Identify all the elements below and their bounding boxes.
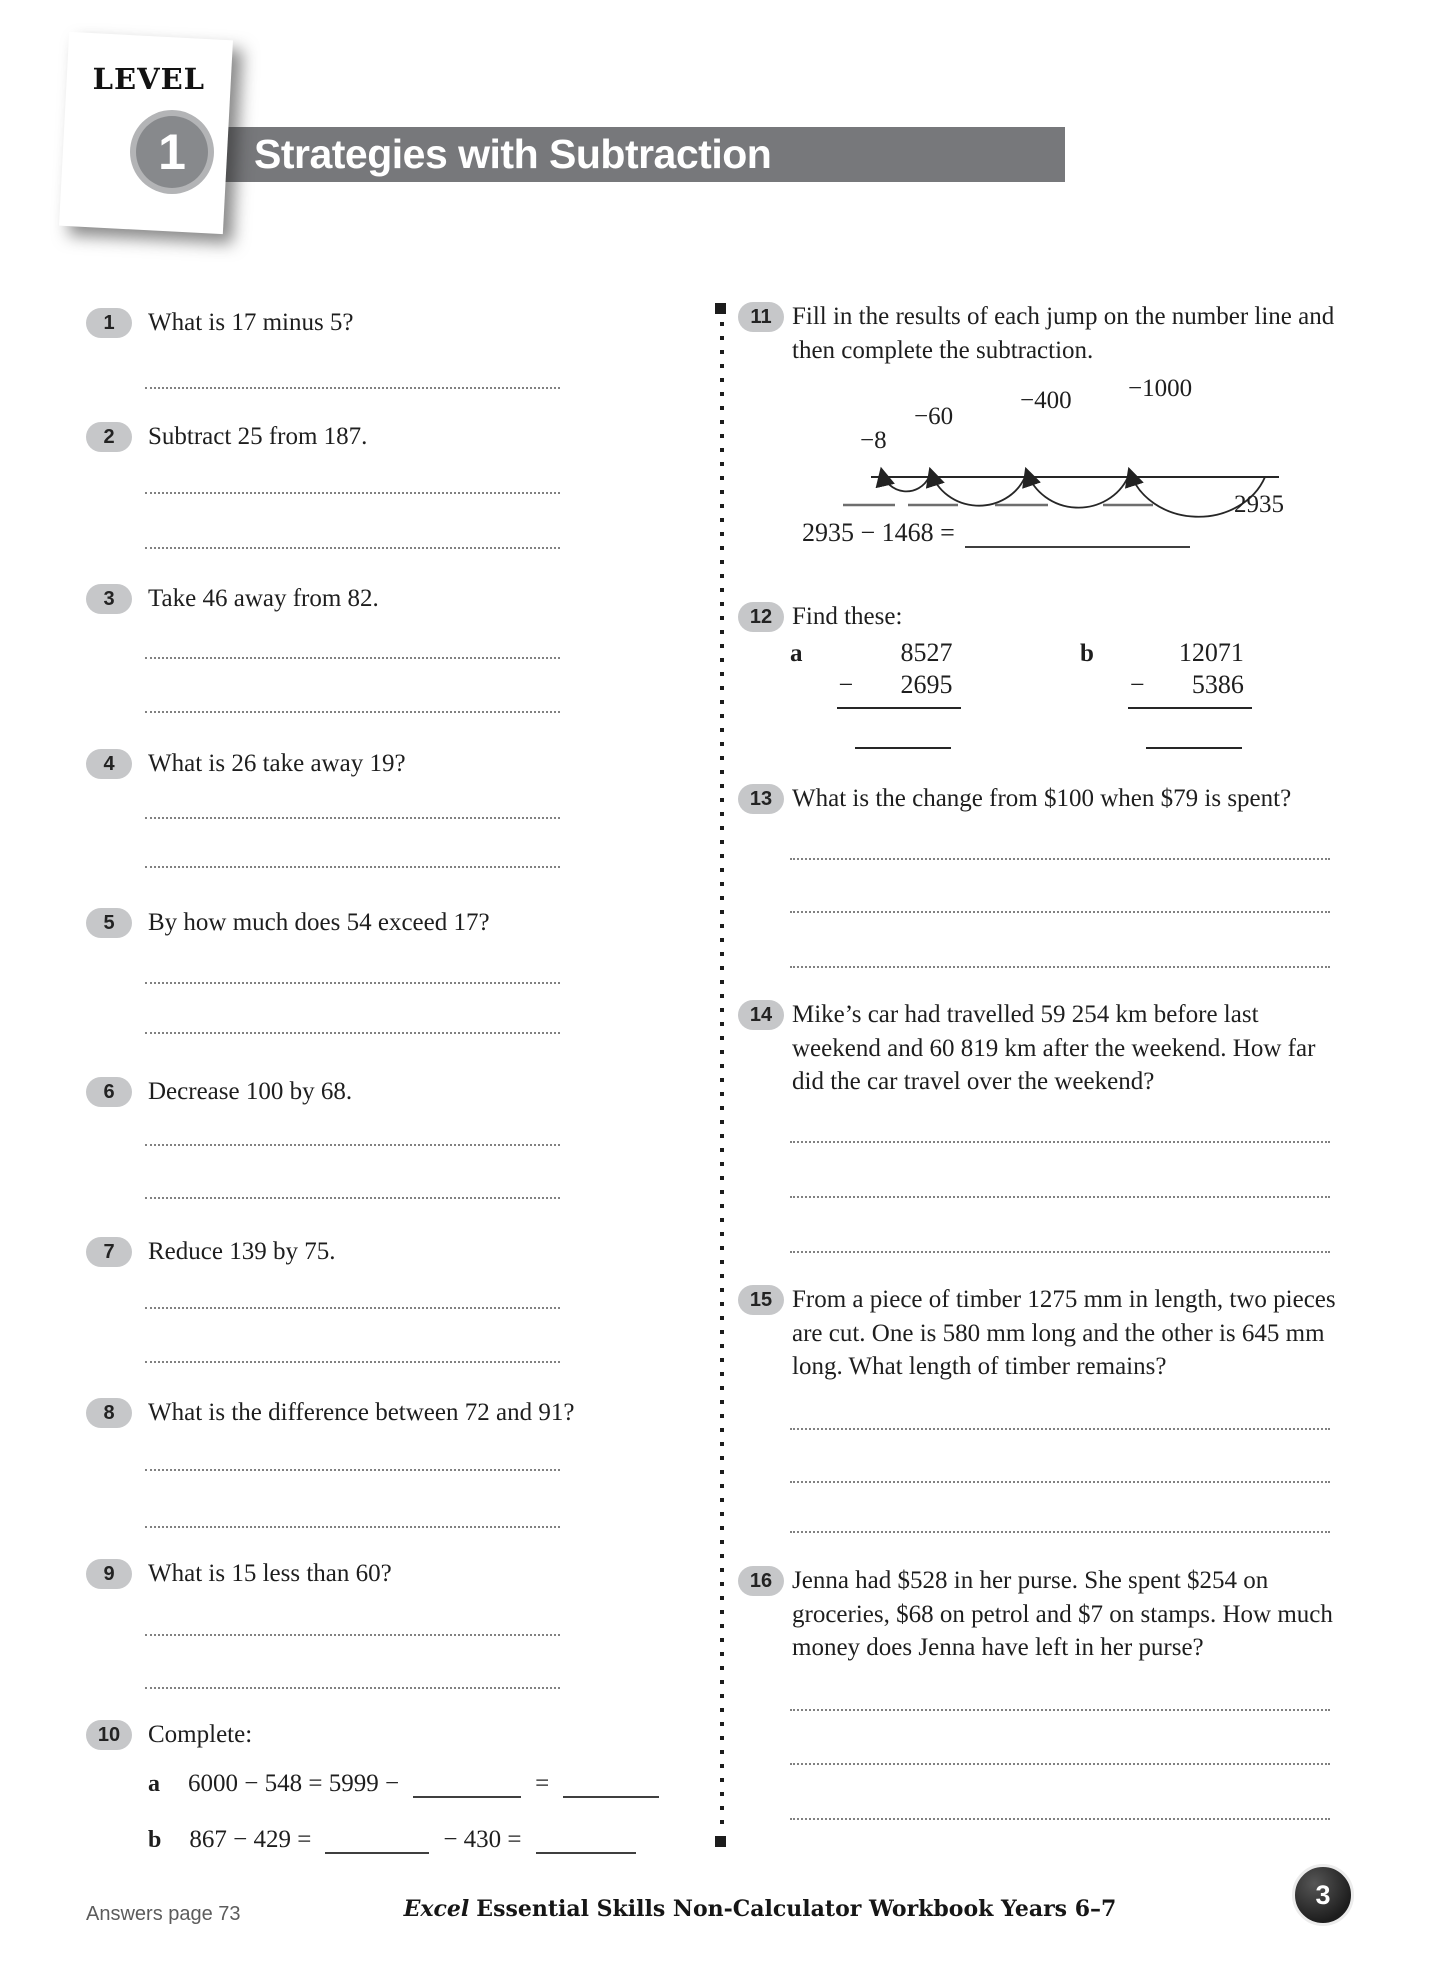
divider-top-square [715, 303, 726, 314]
question-number-badge: 7 [86, 1237, 132, 1267]
question-number-badge: 2 [86, 422, 132, 452]
question-text: Fill in the results of each jump on the number line and then complete the subtraction. [792, 303, 1335, 364]
question-16 [738, 1564, 1337, 1665]
question-number-badge: 11 [738, 302, 784, 332]
question-3 [86, 582, 653, 616]
level-label: LEVEL [92, 62, 206, 97]
question-text: By how much does 54 exceed 17? [148, 909, 490, 936]
part-label: b [148, 1827, 162, 1853]
answer-blank [563, 1770, 659, 1798]
question-2 [86, 420, 653, 454]
question-14 [738, 998, 1337, 1099]
question-13 [738, 782, 1337, 816]
subtraction-stack [1128, 638, 1252, 749]
expression: 6000 − 548 = 5999 − [188, 1770, 400, 1797]
answer-line [790, 1818, 1330, 1820]
question-5 [86, 906, 653, 940]
part-label: a [790, 640, 803, 667]
minus-sign: − [838, 670, 854, 699]
question-text: What is the difference between 72 and 91? [148, 1399, 575, 1426]
divider-bottom-square [715, 1836, 726, 1847]
answer-line [145, 1469, 560, 1471]
jump-arc [882, 472, 929, 491]
subtrahend: 5386 [1191, 670, 1244, 699]
answer-line [145, 1526, 560, 1528]
answer-line [145, 1197, 560, 1199]
part-label: a [148, 1771, 160, 1797]
answer-line [790, 1141, 1330, 1143]
question-number-badge: 4 [86, 749, 132, 779]
question-7 [86, 1235, 653, 1269]
answer-blank [413, 1770, 521, 1798]
minus-sign: − [1129, 670, 1145, 699]
answer-line [145, 982, 560, 984]
expression: − 430 = [443, 1826, 522, 1853]
question-text: Reduce 139 by 75. [148, 1238, 336, 1265]
question-number-badge: 16 [738, 1566, 784, 1596]
question-number-badge: 10 [86, 1720, 132, 1750]
question-text: Subtract 25 from 187. [148, 423, 368, 450]
question-number-badge: 3 [86, 584, 132, 614]
title-banner [222, 127, 1065, 182]
subtrahend: 2695 [900, 670, 953, 699]
answer-line [145, 1634, 560, 1636]
question-6 [86, 1075, 653, 1109]
question-text: What is 26 take away 19? [148, 750, 406, 777]
expression: = [535, 1770, 550, 1797]
question-number-badge: 14 [738, 1000, 784, 1030]
answer-line [790, 1481, 1330, 1483]
question-11-equation [802, 518, 1190, 548]
answer-line [790, 1763, 1330, 1765]
number-line-start-value: 2935 [1234, 491, 1284, 518]
level-number-badge [130, 110, 214, 194]
question-text: Jenna had $528 in her purse. She spent $254 on groceries, $68 on petrol and $7 on stamps. How much money does Jenna have left in her purse? [792, 1567, 1333, 1661]
answer-blank [965, 520, 1190, 548]
page-title: Strategies with Subtraction [254, 131, 772, 177]
jump-label: −400 [1020, 387, 1072, 414]
question-number-badge: 6 [86, 1077, 132, 1107]
question-text: What is the change from $100 when $79 is spent? [792, 785, 1292, 812]
jump-label: −1000 [1128, 375, 1193, 402]
answer-blank [1146, 747, 1242, 749]
jump-label: −8 [860, 427, 887, 454]
answer-line [145, 492, 560, 494]
question-4 [86, 747, 653, 781]
question-12 [738, 600, 1337, 634]
answer-line [145, 547, 560, 549]
question-text: Find these: [792, 603, 903, 630]
series-title-rest: Essential Skills Non-Calculator Workbook Years 6–7 [476, 1896, 1117, 1922]
expression: 867 − 429 = [189, 1826, 312, 1853]
answer-line [145, 1361, 560, 1363]
part-label: b [1080, 640, 1094, 667]
number-line-diagram [786, 372, 1298, 527]
question-text: Decrease 100 by 68. [148, 1078, 353, 1105]
equation-text: 2935 − 1468 = [802, 518, 955, 547]
question-text: What is 15 less than 60? [148, 1560, 392, 1587]
page-number: 3 [1315, 1879, 1331, 1910]
question-text: Take 46 away from 82. [148, 585, 379, 612]
question-1 [86, 306, 653, 340]
answer-line [145, 1307, 560, 1309]
question-text: Complete: [148, 1721, 253, 1748]
series-title-excel: Excel [403, 1896, 470, 1922]
minuend: 8527 [900, 638, 953, 667]
question-9 [86, 1557, 653, 1591]
question-12-problem-a [790, 638, 961, 749]
answer-line [790, 966, 1330, 968]
question-10-part-b [148, 1826, 650, 1854]
answers-reference: Answers page 73 [86, 1903, 241, 1925]
answer-line [790, 1196, 1330, 1198]
answer-line [145, 817, 560, 819]
answer-line [790, 1251, 1330, 1253]
subtrahend-row [837, 668, 961, 709]
question-12-problem-b [1080, 638, 1252, 749]
question-text: From a piece of timber 1275 mm in length, two pieces are cut. One is 580 mm long and the other is 645 mm long. What length of timber remains? [792, 1286, 1336, 1380]
question-text: Mike’s car had travelled 59 254 km before last weekend and 60 819 km after the weekend. How far did the car travel over the weekend? [792, 1001, 1316, 1095]
answer-line [145, 1032, 560, 1034]
answer-blank [536, 1826, 636, 1854]
subtraction-stack [837, 638, 961, 749]
answer-line [145, 1687, 560, 1689]
question-number-badge: 12 [738, 602, 784, 632]
jump-label: −60 [914, 403, 954, 430]
question-number-badge: 15 [738, 1285, 784, 1315]
question-10-part-a [148, 1770, 673, 1798]
answer-line [790, 1428, 1330, 1430]
answer-line [145, 1144, 560, 1146]
column-divider [720, 322, 724, 1832]
answer-line [145, 657, 560, 659]
question-10 [86, 1718, 653, 1752]
question-number-badge: 13 [738, 784, 784, 814]
answer-line [145, 866, 560, 868]
question-number-badge: 8 [86, 1398, 132, 1428]
question-text: What is 17 minus 5? [148, 309, 354, 336]
subtrahend-row [1128, 668, 1252, 709]
question-number-badge: 9 [86, 1559, 132, 1589]
question-11 [738, 300, 1337, 367]
question-8 [86, 1396, 653, 1430]
answer-blank [855, 747, 951, 749]
question-number-badge: 5 [86, 908, 132, 938]
answer-line [790, 1709, 1330, 1711]
page-number-badge [1292, 1864, 1354, 1926]
answer-line [790, 858, 1330, 860]
answer-line [790, 1531, 1330, 1533]
answer-line [145, 711, 560, 713]
level-number: 1 [136, 116, 208, 188]
question-15 [738, 1283, 1337, 1384]
answer-line [790, 911, 1330, 913]
series-title [320, 1896, 1200, 1922]
minuend: 12071 [1178, 638, 1244, 667]
answer-line [145, 387, 560, 389]
question-number-badge: 1 [86, 308, 132, 338]
answer-blank [325, 1826, 429, 1854]
